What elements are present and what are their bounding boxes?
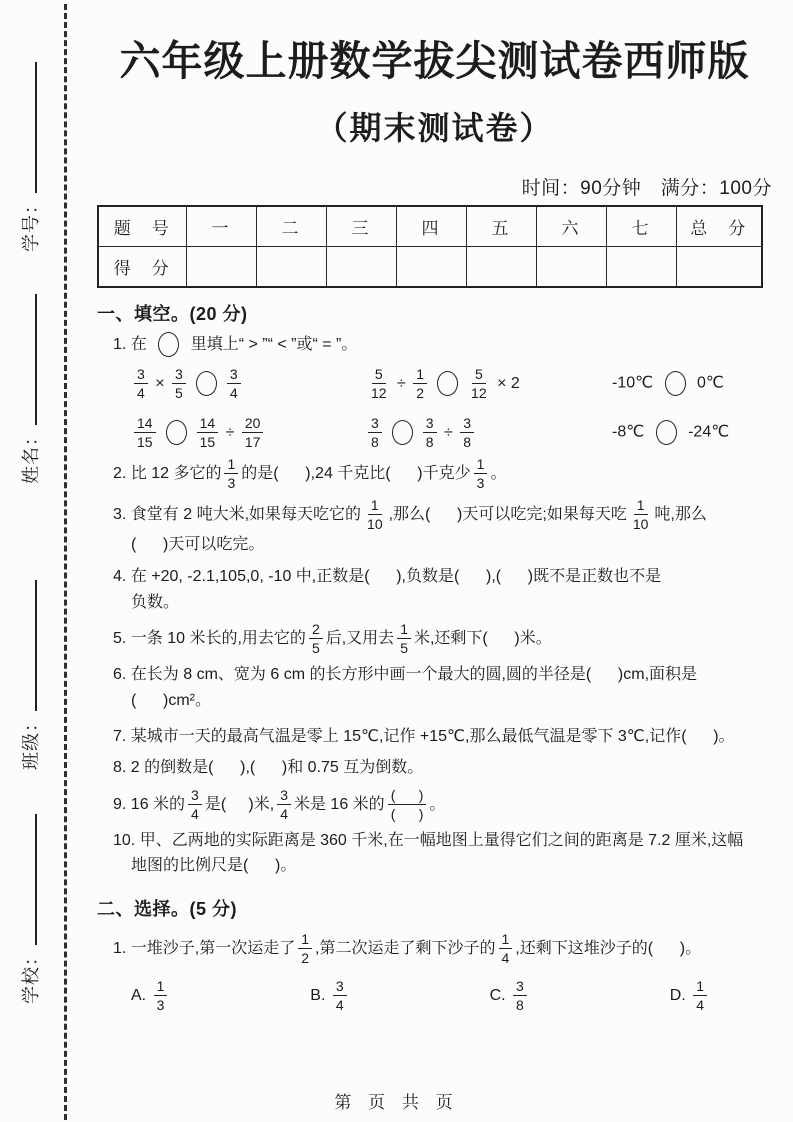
col-2: 二 — [256, 206, 326, 246]
school-blank-line — [35, 814, 37, 945]
col-7: 七 — [606, 206, 676, 246]
margin-field-class — [11, 580, 43, 770]
compare-item: $\frac{5}{12}$ ÷ $\frac{1}{2}$ $\frac{5}{12}$ × 2 — [365, 366, 612, 401]
comparison-circle — [437, 371, 458, 396]
fraction: $\frac{3}{8}$ — [513, 978, 527, 1013]
fraction: $\frac{1}{3}$ — [224, 456, 238, 491]
comparison-circle — [656, 420, 677, 445]
name-label: 姓名： — [21, 427, 41, 484]
comparison-circle — [392, 420, 413, 445]
score-table-score-row — [98, 246, 762, 287]
question-line: 2. 比 12 多它的 $\frac{1}{3}$ 的是( ),24 千克比( )千克少 $\frac{1}{3}$ 。 — [113, 455, 507, 492]
margin-field-name — [11, 294, 43, 484]
question-line: 10. 甲、乙两地的实际距离是 360 千米,在一幅地图上量得它们之间的距离是 7.2 厘米,这幅 — [113, 831, 744, 849]
comparison-circle — [196, 371, 217, 396]
paper-content — [97, 14, 772, 1013]
margin-field-student-number — [11, 62, 43, 252]
choice-c: C. $\frac{3}{8}$ — [490, 978, 530, 1013]
score-cell — [186, 246, 256, 287]
fraction: $\frac{2}{5}$ — [309, 621, 323, 656]
question-line: 负数。 — [131, 593, 180, 611]
compare-item: $\frac{14}{15}$ $\frac{14}{15}$ ÷ $\frac{20}{17}$ — [131, 415, 365, 450]
page-title: 六年级上册数学拔尖测试卷西师版 — [119, 38, 750, 84]
score-table-header-row — [98, 206, 762, 246]
fraction: $\frac{1}{5}$ — [397, 621, 411, 656]
choice-d: D. $\frac{1}{4}$ — [670, 978, 710, 1013]
question-line: 7. 某城市一天的最高气温是零上 15℃,记作 +15℃,那么最低气温是零下 3℃,记作( )。 — [113, 727, 735, 745]
col-total: 总 分 — [676, 206, 762, 246]
col-3: 三 — [326, 206, 396, 246]
choice-b: B. $\frac{3}{4}$ — [310, 978, 349, 1013]
fraction: $\frac{1}{4}$ — [693, 978, 707, 1013]
fraction: $\frac{1}{3}$ — [154, 978, 168, 1013]
compare-item: -8℃ -24℃ — [612, 420, 772, 445]
score-label: 得 分 — [98, 246, 186, 287]
cut-dashed-line — [64, 4, 67, 1120]
school-label: 学校： — [21, 947, 41, 1004]
question-line: 5. 一条 10 米长的,用去它的 $\frac{2}{5}$ 后,又用去 $\frac{1}{5}$ 米,还剩下( )米。 — [113, 621, 552, 657]
page-footer: 第 页 共 页 — [334, 1093, 459, 1112]
fraction: $\frac{3}{8}$ — [423, 415, 437, 450]
fraction: $\frac{3}{4}$ — [134, 366, 148, 401]
question-line: 9. 16 米的 $\frac{3}{4}$ 是( )米, $\frac{3}{4}$ 米是 16 米的 $\frac{( )}{( )}$ 。 — [113, 786, 446, 822]
page-subtitle: （期末测试卷） — [315, 110, 554, 146]
class-blank-line — [35, 580, 37, 711]
compare-item: $\frac{3}{4}$ × $\frac{3}{5}$ $\frac{3}{4}$ — [131, 366, 365, 401]
score-cell — [256, 246, 326, 287]
question-line: 1. 在 里填上“ > ”“ < ”或“ = ”。 — [97, 332, 772, 358]
comparison-circle — [158, 332, 179, 357]
fraction: $\frac{3}{8}$ — [460, 415, 474, 450]
fraction: $\frac{1}{10}$ — [367, 497, 383, 533]
score-cell — [396, 246, 466, 287]
name-blank-line — [35, 294, 37, 425]
margin-field-school — [11, 814, 43, 1004]
fraction: $\frac{5}{12}$ — [371, 365, 387, 401]
fraction: $\frac{14}{15}$ — [134, 415, 156, 450]
fraction: $\frac{( )}{( )}$ — [388, 787, 427, 822]
comparison-circle — [166, 420, 187, 445]
compare-item: -10℃ 0℃ — [612, 371, 772, 396]
class-label: 班级： — [21, 713, 41, 770]
fraction: $\frac{1}{4}$ — [499, 931, 513, 966]
question-number-label: 题 号 — [98, 206, 186, 246]
section-choose-heading: 二、选择。(5 分) — [97, 899, 237, 920]
fraction: $\frac{1}{10}$ — [632, 497, 649, 533]
col-4: 四 — [396, 206, 466, 246]
fraction: $\frac{3}{4}$ — [333, 978, 347, 1013]
time-score-info: 时间：90分钟 满分：100分 — [521, 178, 772, 199]
question-line: ( )天可以吃完。 — [131, 536, 265, 554]
question-line: 1. 一堆沙子,第一次运走了 $\frac{1}{2}$ ,第二次运走了剩下沙子的 $\frac{1}{4}$ ,还剩下这堆沙子的( )。 — [113, 931, 702, 967]
question-line: 地图的比例尺是( )。 — [131, 857, 297, 875]
fraction: $\frac{5}{12}$ — [471, 365, 487, 401]
question-line: 3. 食堂有 2 吨大米,如果每天吃它的 $\frac{1}{10}$ ,那么( )天可以吃完;如果每天吃 $\frac{1}{10}$ 吨,那么 — [113, 497, 707, 533]
score-cell — [536, 246, 606, 287]
choice-a: A. $\frac{1}{3}$ — [131, 978, 170, 1013]
fraction: $\frac{1}{2}$ — [413, 366, 427, 401]
question-line: ( )cm²。 — [131, 691, 211, 709]
fraction: $\frac{3}{4}$ — [277, 787, 291, 822]
col-1: 一 — [186, 206, 256, 246]
fraction: $\frac{3}{8}$ — [368, 415, 382, 450]
fraction: $\frac{1}{2}$ — [298, 931, 312, 966]
score-table — [97, 205, 763, 288]
question-line: 4. 在 +20, -2.1,105,0, -10 中,正数是( ),负数是( ),( )既不是正数也不是 — [113, 567, 662, 585]
fraction: $\frac{14}{15}$ — [197, 415, 219, 450]
student-number-blank-line — [35, 62, 37, 193]
col-6: 六 — [536, 206, 606, 246]
compare-exercises-grid — [131, 366, 772, 450]
compare-item: $\frac{3}{8}$ $\frac{3}{8}$ ÷ $\frac{3}{8}$ — [365, 415, 612, 450]
question-line: 6. 在长为 8 cm、宽为 6 cm 的长方形中画一个最大的圆,圆的半径是( )cm,面积是 — [113, 666, 698, 684]
score-cell — [326, 246, 396, 287]
fraction: $\frac{3}{4}$ — [227, 366, 241, 401]
student-number-label: 学号： — [21, 195, 41, 252]
fraction: $\frac{20}{17}$ — [242, 415, 264, 450]
col-5: 五 — [466, 206, 536, 246]
question-line: 8. 2 的倒数是( ),( )和 0.75 互为倒数。 — [113, 759, 424, 777]
fraction: $\frac{1}{3}$ — [474, 456, 488, 491]
score-cell — [606, 246, 676, 287]
fraction: $\frac{3}{4}$ — [188, 787, 202, 822]
comparison-circle — [665, 371, 686, 396]
section-fill-heading: 一、填空。(20 分) — [97, 304, 248, 324]
choices-row — [97, 978, 772, 1013]
score-cell — [466, 246, 536, 287]
fraction: $\frac{3}{5}$ — [172, 366, 186, 401]
score-cell — [676, 246, 762, 287]
